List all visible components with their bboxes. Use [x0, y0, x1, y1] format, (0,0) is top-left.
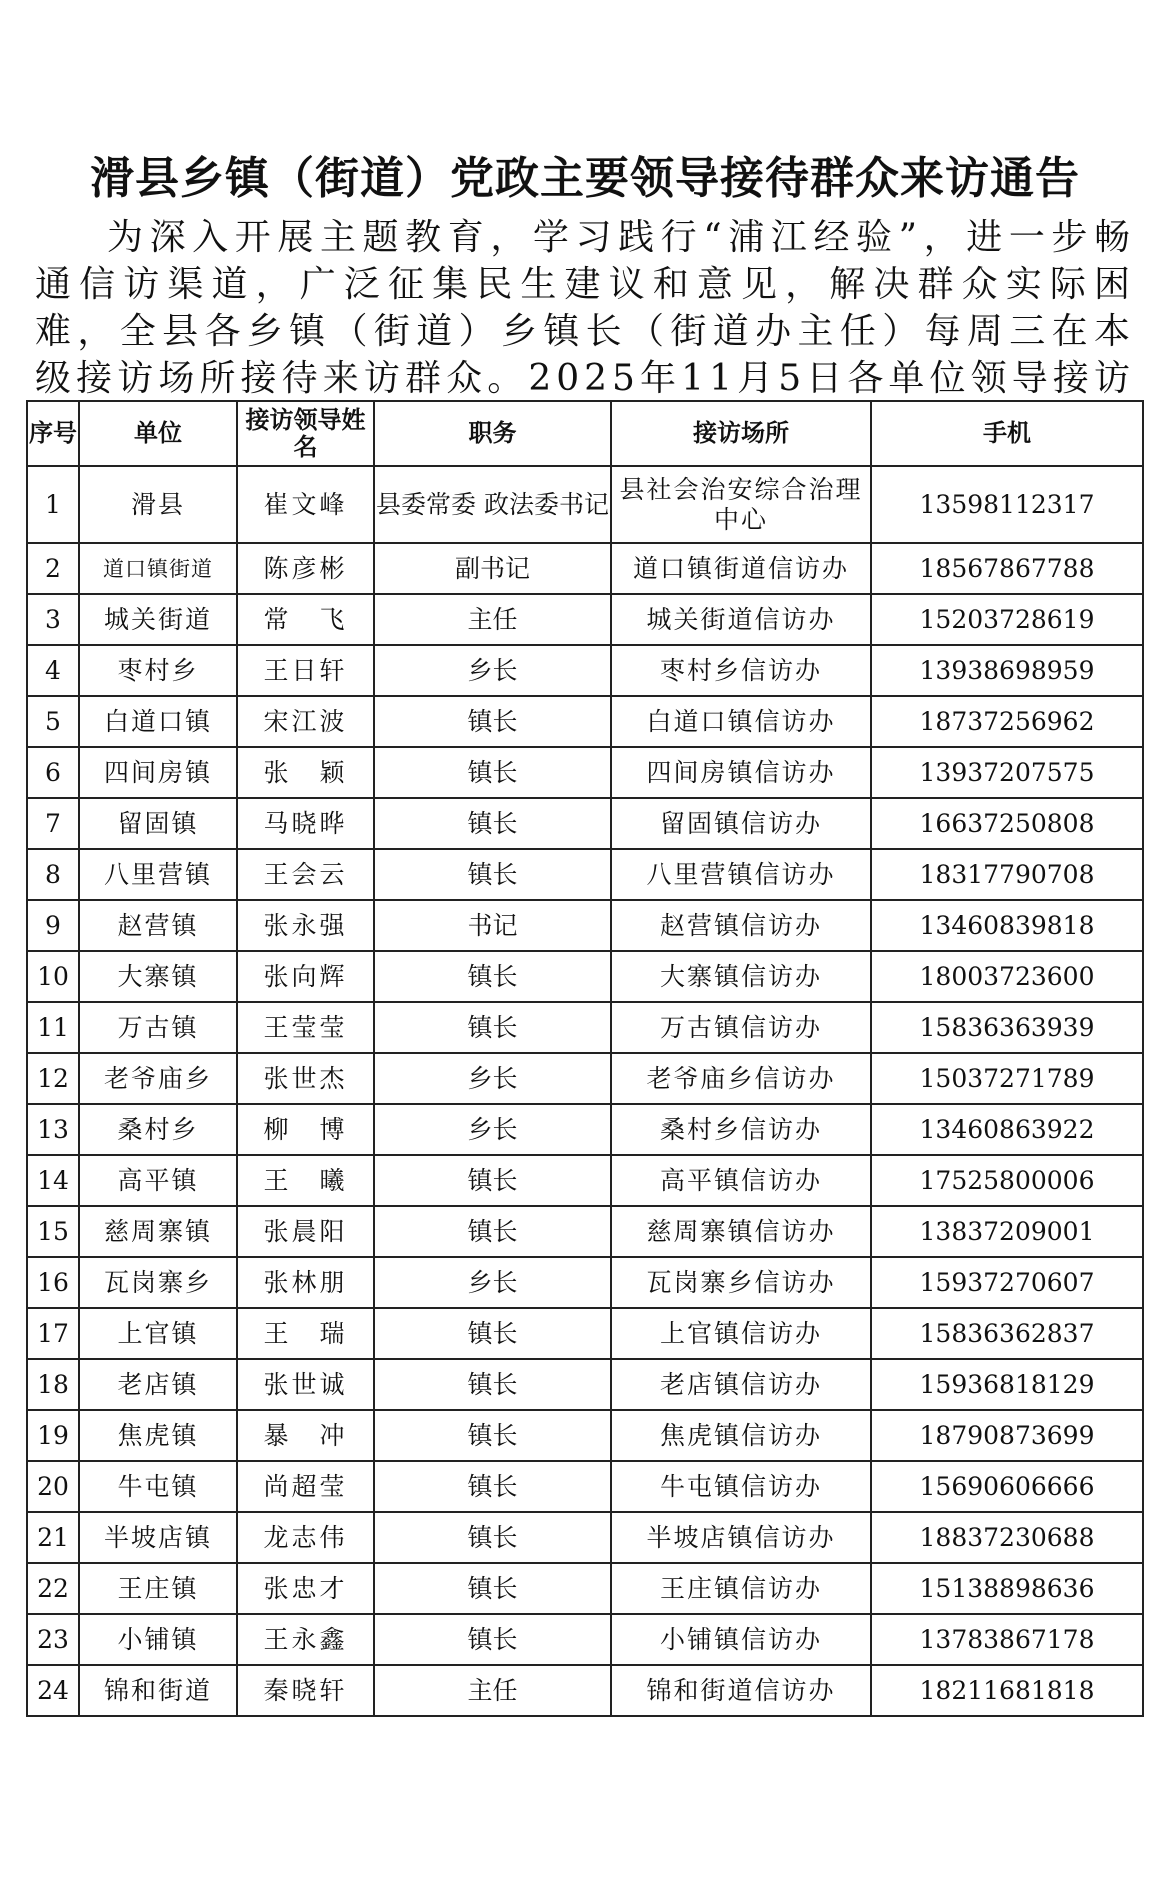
cell-position: 镇长	[374, 1308, 611, 1359]
table-row	[27, 1104, 1143, 1155]
cell-phone: 17525800006	[871, 1155, 1143, 1206]
cell-position: 主任	[374, 1665, 611, 1716]
cell-no: 9	[27, 900, 79, 951]
cell-position: 镇长	[374, 1512, 611, 1563]
cell-unit: 桑村乡	[79, 1104, 237, 1155]
cell-phone: 18790873699	[871, 1410, 1143, 1461]
cell-leader: 龙志伟	[237, 1512, 374, 1563]
cell-leader: 张永强	[237, 900, 374, 951]
cell-phone: 15203728619	[871, 594, 1143, 645]
table-row	[27, 900, 1143, 951]
cell-no: 8	[27, 849, 79, 900]
cell-place: 高平镇信访办	[611, 1155, 871, 1206]
table-row	[27, 1308, 1143, 1359]
cell-position: 乡长	[374, 1104, 611, 1155]
cell-phone: 16637250808	[871, 798, 1143, 849]
cell-phone: 13783867178	[871, 1614, 1143, 1665]
table-row	[27, 696, 1143, 747]
cell-unit: 枣村乡	[79, 645, 237, 696]
cell-no: 20	[27, 1461, 79, 1512]
cell-position: 镇长	[374, 798, 611, 849]
cell-place: 上官镇信访办	[611, 1308, 871, 1359]
table-row	[27, 951, 1143, 1002]
cell-place: 王庄镇信访办	[611, 1563, 871, 1614]
reception-schedule-table	[26, 400, 1144, 1717]
cell-no: 4	[27, 645, 79, 696]
header-no: 序号	[27, 401, 79, 466]
cell-no: 18	[27, 1359, 79, 1410]
header-position: 职务	[374, 401, 611, 466]
cell-leader: 尚超莹	[237, 1461, 374, 1512]
cell-unit: 慈周寨镇	[79, 1206, 237, 1257]
table-row	[27, 466, 1143, 543]
cell-position: 镇长	[374, 1563, 611, 1614]
cell-position: 副书记	[374, 543, 611, 594]
cell-unit: 老爷庙乡	[79, 1053, 237, 1104]
header-place: 接访场所	[611, 401, 871, 466]
cell-phone: 13460863922	[871, 1104, 1143, 1155]
cell-position: 镇长	[374, 1359, 611, 1410]
table-row	[27, 1665, 1143, 1716]
cell-unit: 白道口镇	[79, 696, 237, 747]
cell-no: 17	[27, 1308, 79, 1359]
cell-position: 镇长	[374, 696, 611, 747]
cell-place: 县社会治安综合治理中心	[611, 466, 871, 543]
cell-position: 乡长	[374, 645, 611, 696]
cell-leader: 崔文峰	[237, 466, 374, 543]
cell-leader: 柳 博	[237, 1104, 374, 1155]
cell-position: 乡长	[374, 1053, 611, 1104]
cell-no: 10	[27, 951, 79, 1002]
cell-phone: 15836363939	[871, 1002, 1143, 1053]
cell-leader: 张晨阳	[237, 1206, 374, 1257]
cell-leader: 张 颖	[237, 747, 374, 798]
cell-place: 万古镇信访办	[611, 1002, 871, 1053]
cell-phone: 15836362837	[871, 1308, 1143, 1359]
cell-place: 八里营镇信访办	[611, 849, 871, 900]
cell-leader: 马晓晔	[237, 798, 374, 849]
cell-leader: 张世诚	[237, 1359, 374, 1410]
header-leader: 接访领导姓名	[237, 401, 374, 466]
table-row	[27, 1053, 1143, 1104]
cell-leader: 常 飞	[237, 594, 374, 645]
cell-position: 镇长	[374, 849, 611, 900]
table-row	[27, 1155, 1143, 1206]
cell-no: 13	[27, 1104, 79, 1155]
cell-no: 22	[27, 1563, 79, 1614]
table-row	[27, 798, 1143, 849]
table-row	[27, 543, 1143, 594]
cell-no: 7	[27, 798, 79, 849]
cell-no: 19	[27, 1410, 79, 1461]
table-row	[27, 1206, 1143, 1257]
table-row	[27, 1563, 1143, 1614]
cell-phone: 18837230688	[871, 1512, 1143, 1563]
cell-place: 瓦岗寨乡信访办	[611, 1257, 871, 1308]
cell-phone: 15937270607	[871, 1257, 1143, 1308]
table-row	[27, 1359, 1143, 1410]
cell-unit: 大寨镇	[79, 951, 237, 1002]
cell-position: 乡长	[374, 1257, 611, 1308]
cell-no: 6	[27, 747, 79, 798]
cell-phone: 18003723600	[871, 951, 1143, 1002]
cell-no: 16	[27, 1257, 79, 1308]
cell-no: 23	[27, 1614, 79, 1665]
table-row	[27, 747, 1143, 798]
cell-phone: 15037271789	[871, 1053, 1143, 1104]
cell-no: 21	[27, 1512, 79, 1563]
cell-phone: 15936818129	[871, 1359, 1143, 1410]
cell-position: 书记	[374, 900, 611, 951]
table-row	[27, 1461, 1143, 1512]
cell-no: 3	[27, 594, 79, 645]
cell-place: 大寨镇信访办	[611, 951, 871, 1002]
cell-phone: 18567867788	[871, 543, 1143, 594]
cell-unit: 四间房镇	[79, 747, 237, 798]
cell-place: 锦和街道信访办	[611, 1665, 871, 1716]
cell-unit: 高平镇	[79, 1155, 237, 1206]
table-row	[27, 1512, 1143, 1563]
cell-no: 14	[27, 1155, 79, 1206]
cell-unit: 八里营镇	[79, 849, 237, 900]
cell-phone: 18317790708	[871, 849, 1143, 900]
cell-place: 牛屯镇信访办	[611, 1461, 871, 1512]
cell-place: 枣村乡信访办	[611, 645, 871, 696]
cell-position: 镇长	[374, 747, 611, 798]
cell-no: 15	[27, 1206, 79, 1257]
intro-paragraph: 为深入开展主题教育，学习践行“浦江经验”，进一步畅通信访渠道，广泛征集民生建议和意见，解决群众实际困难，全县各乡镇（街道）乡镇长（街道办主任）每周三在本级接访场所接待来访群众。2025年11月5日各单位领导接访	[35, 217, 1135, 399]
cell-unit: 城关街道	[79, 594, 237, 645]
cell-phone: 13837209001	[871, 1206, 1143, 1257]
cell-leader: 宋江波	[237, 696, 374, 747]
cell-leader: 张林朋	[237, 1257, 374, 1308]
cell-unit: 万古镇	[79, 1002, 237, 1053]
cell-leader: 暴 冲	[237, 1410, 374, 1461]
table-row	[27, 1257, 1143, 1308]
cell-leader: 王莹莹	[237, 1002, 374, 1053]
cell-phone: 13598112317	[871, 466, 1143, 543]
cell-unit: 留固镇	[79, 798, 237, 849]
table-row	[27, 1002, 1143, 1053]
cell-unit: 王庄镇	[79, 1563, 237, 1614]
table-row	[27, 1410, 1143, 1461]
cell-unit: 老店镇	[79, 1359, 237, 1410]
cell-leader: 张世杰	[237, 1053, 374, 1104]
cell-no: 2	[27, 543, 79, 594]
cell-position: 县委常委 政法委书记	[374, 466, 611, 543]
cell-phone: 13937207575	[871, 747, 1143, 798]
cell-phone: 15138898636	[871, 1563, 1143, 1614]
cell-leader: 王会云	[237, 849, 374, 900]
cell-no: 1	[27, 466, 79, 543]
cell-position: 主任	[374, 594, 611, 645]
cell-phone: 13460839818	[871, 900, 1143, 951]
cell-no: 11	[27, 1002, 79, 1053]
cell-phone: 15690606666	[871, 1461, 1143, 1512]
cell-position: 镇长	[374, 1410, 611, 1461]
cell-place: 桑村乡信访办	[611, 1104, 871, 1155]
cell-unit: 道口镇街道	[79, 543, 237, 594]
cell-unit: 半坡店镇	[79, 1512, 237, 1563]
cell-position: 镇长	[374, 1461, 611, 1512]
cell-unit: 小铺镇	[79, 1614, 237, 1665]
cell-place: 小铺镇信访办	[611, 1614, 871, 1665]
cell-leader: 秦晓轩	[237, 1665, 374, 1716]
table-row	[27, 594, 1143, 645]
cell-leader: 王 曦	[237, 1155, 374, 1206]
cell-unit: 上官镇	[79, 1308, 237, 1359]
cell-no: 24	[27, 1665, 79, 1716]
cell-position: 镇长	[374, 1155, 611, 1206]
cell-place: 慈周寨镇信访办	[611, 1206, 871, 1257]
cell-unit: 牛屯镇	[79, 1461, 237, 1512]
cell-place: 留固镇信访办	[611, 798, 871, 849]
cell-unit: 锦和街道	[79, 1665, 237, 1716]
cell-unit: 赵营镇	[79, 900, 237, 951]
cell-unit: 焦虎镇	[79, 1410, 237, 1461]
cell-leader: 王永鑫	[237, 1614, 374, 1665]
cell-position: 镇长	[374, 1206, 611, 1257]
table-row	[27, 849, 1143, 900]
cell-place: 半坡店镇信访办	[611, 1512, 871, 1563]
cell-phone: 18737256962	[871, 696, 1143, 747]
cell-phone: 13938698959	[871, 645, 1143, 696]
cell-place: 城关街道信访办	[611, 594, 871, 645]
cell-place: 四间房镇信访办	[611, 747, 871, 798]
cell-leader: 陈彦彬	[237, 543, 374, 594]
header-phone: 手机	[871, 401, 1143, 466]
cell-phone: 18211681818	[871, 1665, 1143, 1716]
cell-place: 白道口镇信访办	[611, 696, 871, 747]
cell-place: 老店镇信访办	[611, 1359, 871, 1410]
header-unit: 单位	[79, 401, 237, 466]
table-row	[27, 1614, 1143, 1665]
page-title: 滑县乡镇（街道）党政主要领导接待群众来访通告	[90, 153, 1080, 204]
cell-leader: 张向辉	[237, 951, 374, 1002]
cell-place: 老爷庙乡信访办	[611, 1053, 871, 1104]
cell-position: 镇长	[374, 951, 611, 1002]
table-header-row	[27, 401, 1143, 466]
table-row	[27, 645, 1143, 696]
cell-position: 镇长	[374, 1614, 611, 1665]
cell-no: 5	[27, 696, 79, 747]
cell-leader: 王日轩	[237, 645, 374, 696]
cell-place: 焦虎镇信访办	[611, 1410, 871, 1461]
cell-unit: 滑县	[79, 466, 237, 543]
cell-unit: 瓦岗寨乡	[79, 1257, 237, 1308]
cell-no: 12	[27, 1053, 79, 1104]
cell-leader: 张忠才	[237, 1563, 374, 1614]
cell-position: 镇长	[374, 1002, 611, 1053]
cell-place: 赵营镇信访办	[611, 900, 871, 951]
cell-leader: 王 瑞	[237, 1308, 374, 1359]
cell-place: 道口镇街道信访办	[611, 543, 871, 594]
